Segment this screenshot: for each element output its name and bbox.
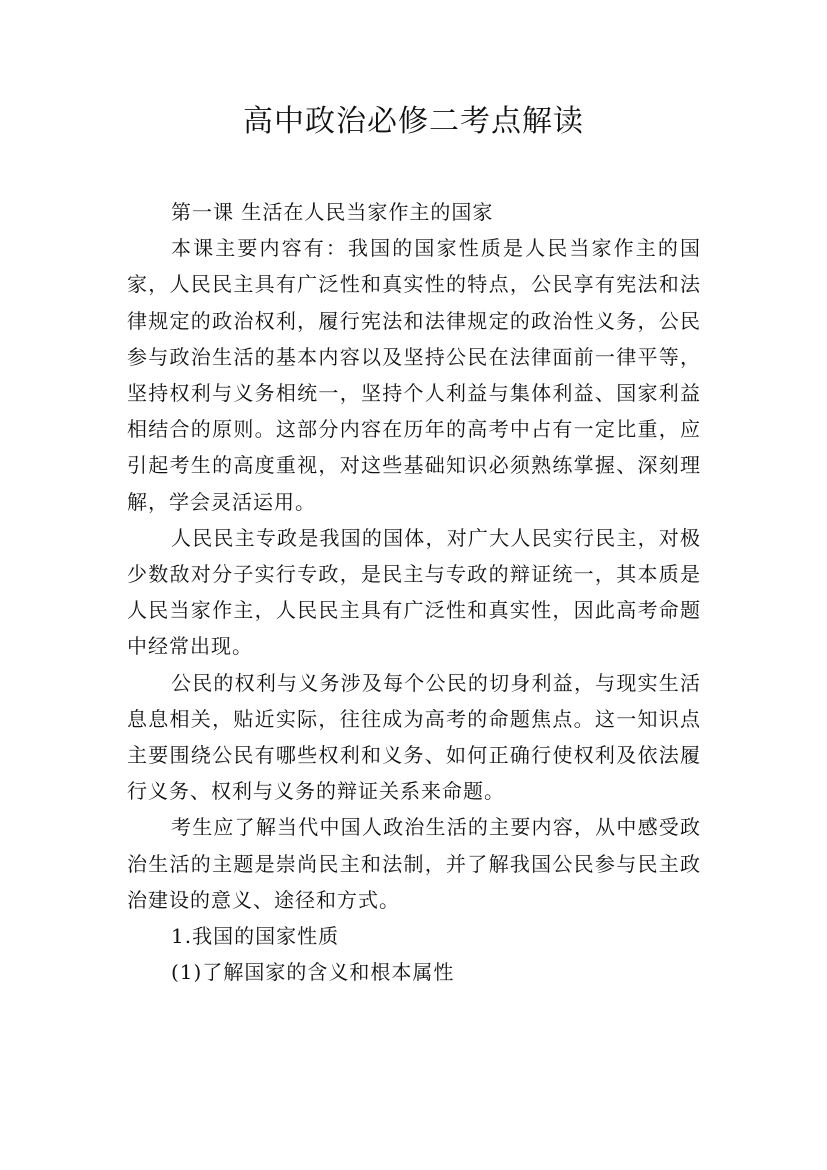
document-body — [127, 194, 701, 990]
subsection-heading: (1)了解国家的含义和根本属性 — [171, 960, 455, 985]
paragraph: 考生应了解当代中国人政治生活的主要内容，从中感受政治生活的主题是崇尚民主和法制，并了解我国公民参与民主政治建设的意义、途径和方式。 — [127, 815, 701, 912]
section-heading: 1.我国的国家性质 — [171, 924, 340, 949]
document-title: 高中政治必修二考点解读 — [243, 104, 584, 139]
paragraph: 本课主要内容有：我国的国家性质是人民当家作主的国家，人民民主具有广泛性和真实性的特点，公民享有宪法和法律规定的政治权利，履行宪法和法律规定的政治性义务，公民参与政治生活的基本内容以及坚持公民在法律面前一律平等，坚持权利与义务相统一，坚持个人利益与集体利益、国家利益相结合的原则。这部分内容在历年的高考中占有一定比重，应引起考生的高度重视，对这些基础知识必须熟练掌握、深刻理解，学会灵活运用。 — [127, 236, 701, 514]
paragraph: 人民民主专政是我国的国体，对广大人民实行民主，对极少数敌对分子实行专政，是民主与专政的辩证统一，其本质是人民当家作主，人民民主具有广泛性和真实性，因此高考命题中经常出现。 — [127, 525, 701, 659]
paragraph: 公民的权利与义务涉及每个公民的切身利益，与现实生活息息相关，贴近实际，往往成为高考的命题焦点。这一知识点主要围绕公民有哪些权利和义务、如何正确行使权利及依法履行义务、权利与义务的辩证关系来命题。 — [127, 670, 701, 804]
lesson-heading: 第一课 生活在人民当家作主的国家 — [171, 200, 494, 224]
